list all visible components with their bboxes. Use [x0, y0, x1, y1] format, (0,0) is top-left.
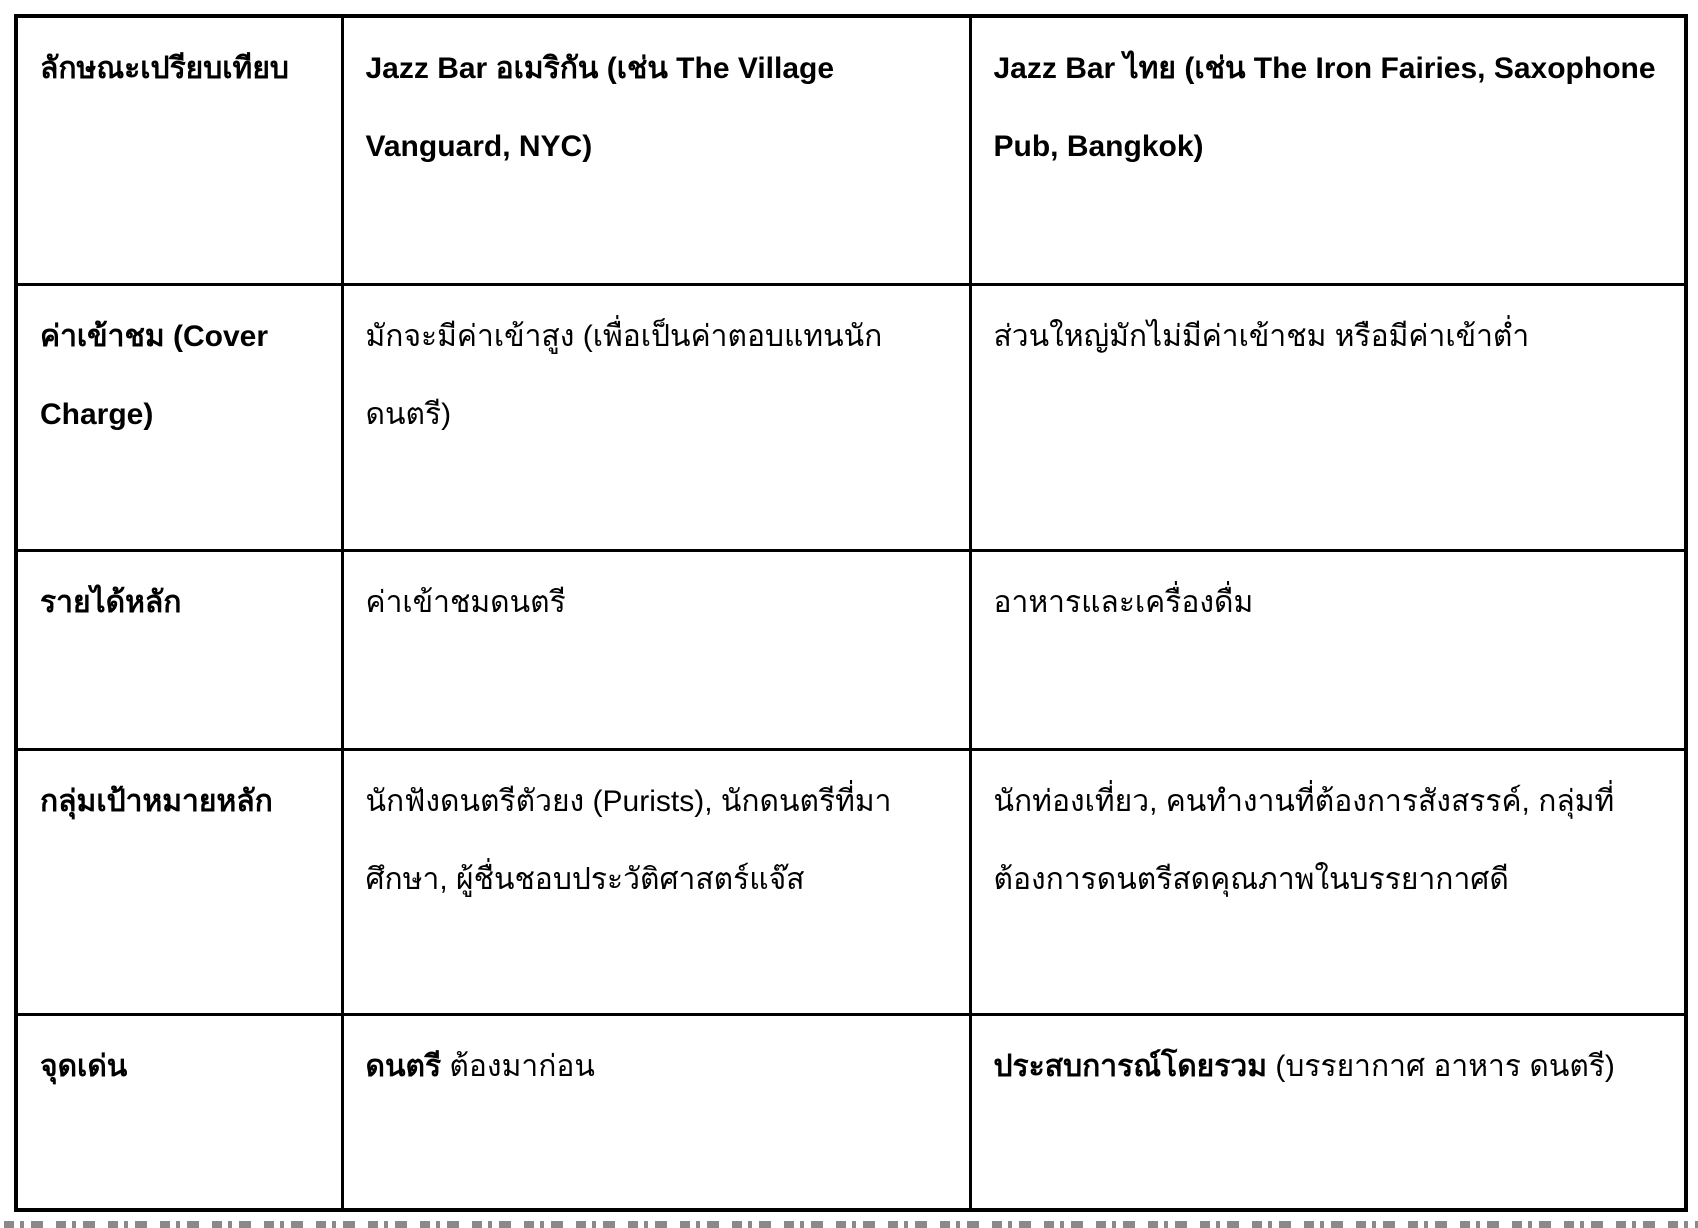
row-label-target-audience: กลุ่มเป้าหมายหลัก [16, 749, 342, 1014]
cell-american-cover-charge [342, 284, 970, 550]
cell-american-highlight [342, 1014, 970, 1210]
header-cell-american-jazz-bar: Jazz Bar อเมริกัน (เช่น The Village Vanguard, NYC) [342, 16, 970, 284]
cell-lead-text: ดนตรี [365, 1049, 442, 1083]
table-header-row [16, 16, 1686, 284]
cell-body-text: มักจะมีค่าเข้าสูง (เพื่อเป็นค่าตอบแทนนักดนตรี) [365, 319, 883, 431]
cell-thai-highlight [970, 1014, 1686, 1210]
row-label-cover-charge: ค่าเข้าชม (Cover Charge) [16, 284, 342, 550]
cell-thai-cover-charge [970, 284, 1686, 550]
row-label-main-revenue: รายได้หลัก [16, 550, 342, 749]
table-row-main-revenue [16, 550, 1686, 749]
document-page [14, 14, 1688, 1212]
clipped-next-line-fragment [4, 1221, 1698, 1228]
cell-body-text: นักท่องเที่ยว, คนทำงานที่ต้องการสังสรรค์, กลุ่มที่ต้องการดนตรีสดคุณภาพในบรรยากาศดี [993, 784, 1615, 896]
table-row-highlight [16, 1014, 1686, 1210]
cell-body-text: ส่วนใหญ่มักไม่มีค่าเข้าชม หรือมีค่าเข้าต่ำ [993, 319, 1530, 353]
cell-body-text: ต้องมาก่อน [441, 1049, 595, 1083]
cell-thai-main-revenue [970, 550, 1686, 749]
header-cell-thai-jazz-bar: Jazz Bar ไทย (เช่น The Iron Fairies, Saxophone Pub, Bangkok) [970, 16, 1686, 284]
row-label-highlight: จุดเด่น [16, 1014, 342, 1210]
cell-american-main-revenue [342, 550, 970, 749]
cell-lead-text: ประสบการณ์โดยรวม [993, 1049, 1267, 1083]
table-row-target-audience [16, 749, 1686, 1014]
cell-thai-target-audience [970, 749, 1686, 1014]
comparison-table [14, 14, 1688, 1212]
cell-body-text: นักฟังดนตรีตัวยง (Purists), นักดนตรีที่มาศึกษา, ผู้ชื่นชอบประวัติศาสตร์แจ๊ส [365, 784, 892, 896]
cell-body-text: ค่าเข้าชมดนตรี [365, 585, 566, 619]
cell-body-text: (บรรยากาศ อาหาร ดนตรี) [1267, 1049, 1615, 1083]
cell-american-target-audience [342, 749, 970, 1014]
cell-body-text: อาหารและเครื่องดื่ม [993, 585, 1254, 619]
header-cell-attribute: ลักษณะเปรียบเทียบ [16, 16, 342, 284]
table-row-cover-charge [16, 284, 1686, 550]
